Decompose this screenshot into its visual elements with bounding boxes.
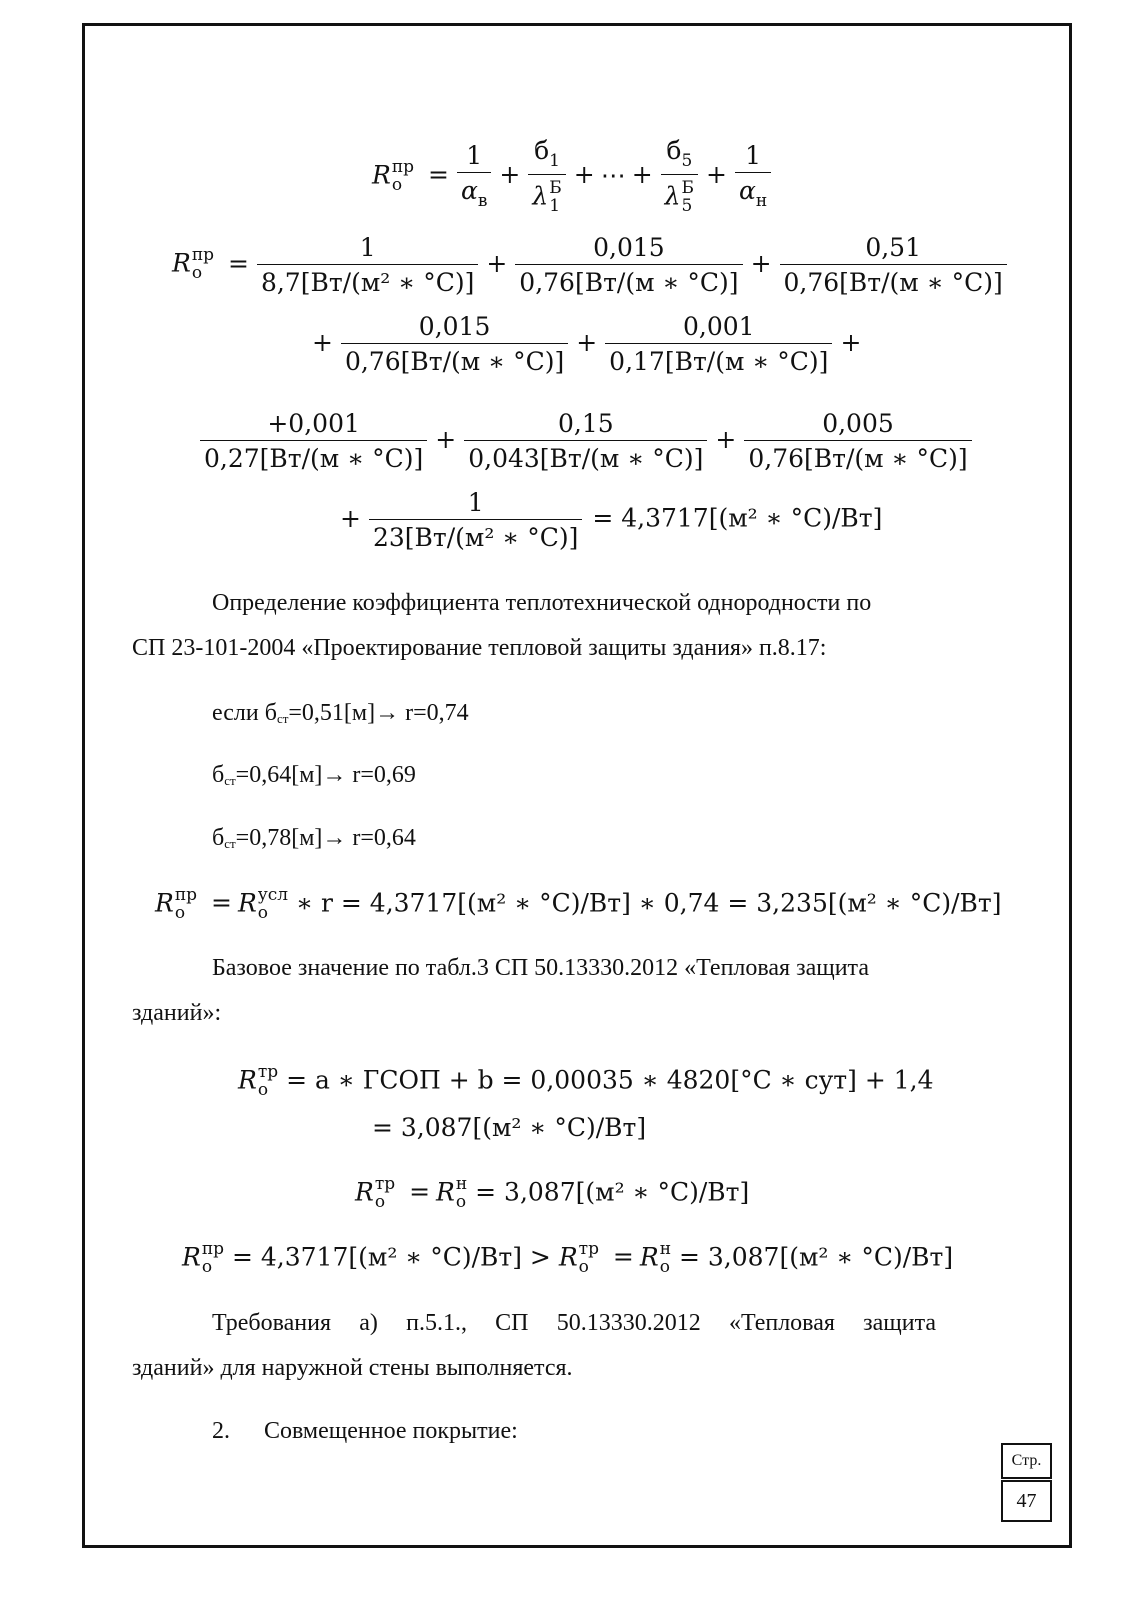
para-heterogeneity-line-2: СП 23-101-2004 «Проектирование тепловой защиты здания» п.8.17: [132,635,827,661]
list-item-number: 2. [212,1418,230,1444]
page-number-box [1001,1480,1052,1522]
case-line-2: бст=0,64[м]→ r=0,69 [212,762,416,788]
eq-norm: R тр о = R н о = 3,087[(м² ∗ °С)/Вт] [355,1174,750,1212]
formula-general: R пр о = $\frac{1}{\alpha_в}$ + $б_1$ λ Б 1 + ⋯ + $б_5$ λ Б 5 + $\frac{1}{\alpha_н}$ [372,138,773,216]
list-item-text: Совмещенное покрытие: [264,1418,518,1444]
page-number: 47 [1016,1489,1037,1512]
calc-line-1: R пр о = $\frac{1}{\text{8,7[Вт/(м² ∗ °С)]}}$ + $\frac{0,015}{0,76[Вт/(м ∗ ^\circ С)]}$ + $\frac{0,51}{0,76[Вт/(м ∗ ^\circ С)]}$ [172,235,1009,295]
para-heterogeneity-line-1: Определение коэффициента теплотехнической однородности по [212,590,872,616]
eq-reduced-resistance: R пр о = R усл о ∗ r = 4,3717[(м² ∗ °С)/Вт] ∗ 0,74 = 3,235[(м² ∗ °С)/Вт] [155,885,1002,923]
eq-compare: R пр о = 4,3717[(м² ∗ °С)/Вт] > R тр о = R н о = 3,087[(м² ∗ °С)/Вт] [182,1239,954,1277]
page-label-box [1001,1443,1052,1479]
page-label: Стр. [1011,1452,1042,1469]
eq-base-line-2: = 3,087[(м² ∗ °С)/Вт] [372,1113,647,1142]
para-requirements-line-1: Требования а) п.5.1., СП 50.13330.2012 «Тепловая защита [212,1310,936,1336]
calc-line-2: + $\frac{0,015}{0,76[Вт/(м ∗ ^\circ С)]}$ + $\frac{0,001}{0,17[Вт/(м ∗ ^\circ С)]}$ + [312,312,862,376]
case-line-3: бст=0,78[м]→ r=0,64 [212,825,416,851]
calc-result: = 4,3717[(м² ∗ °С)/Вт] [592,503,883,533]
calc-line-4: + $\frac{1}{\text{23[Вт/(м² ∗ °С)]}}$ = 4,3717[(м² ∗ °С)/Вт] [340,488,883,552]
calc-line-3: $\frac{+0,001}{0,27[Вт/(м ∗ ^\circ С)]}$ + $\frac{0,15}{0,043[Вт/(м ∗ ^\circ С)]}$ + $\frac{0,005}{0,76[Вт/(м ∗ ^\circ С)]}$ [198,411,974,471]
para-base-value-line-1: Базовое значение по табл.3 СП 50.13330.2012 «Тепловая защита [212,955,869,981]
para-base-value-line-2: зданий»: [132,1000,222,1026]
eq-base-line-1: R тр о = a ∗ ГСОП + b = 0,00035 ∗ 4820[°С ∗ сут] + 1,4 [238,1062,934,1100]
case-line-1: если бст=0,51[м]→ r=0,74 [212,700,469,726]
para-requirements-line-2: зданий» для наружной стены выполняется. [132,1355,573,1381]
